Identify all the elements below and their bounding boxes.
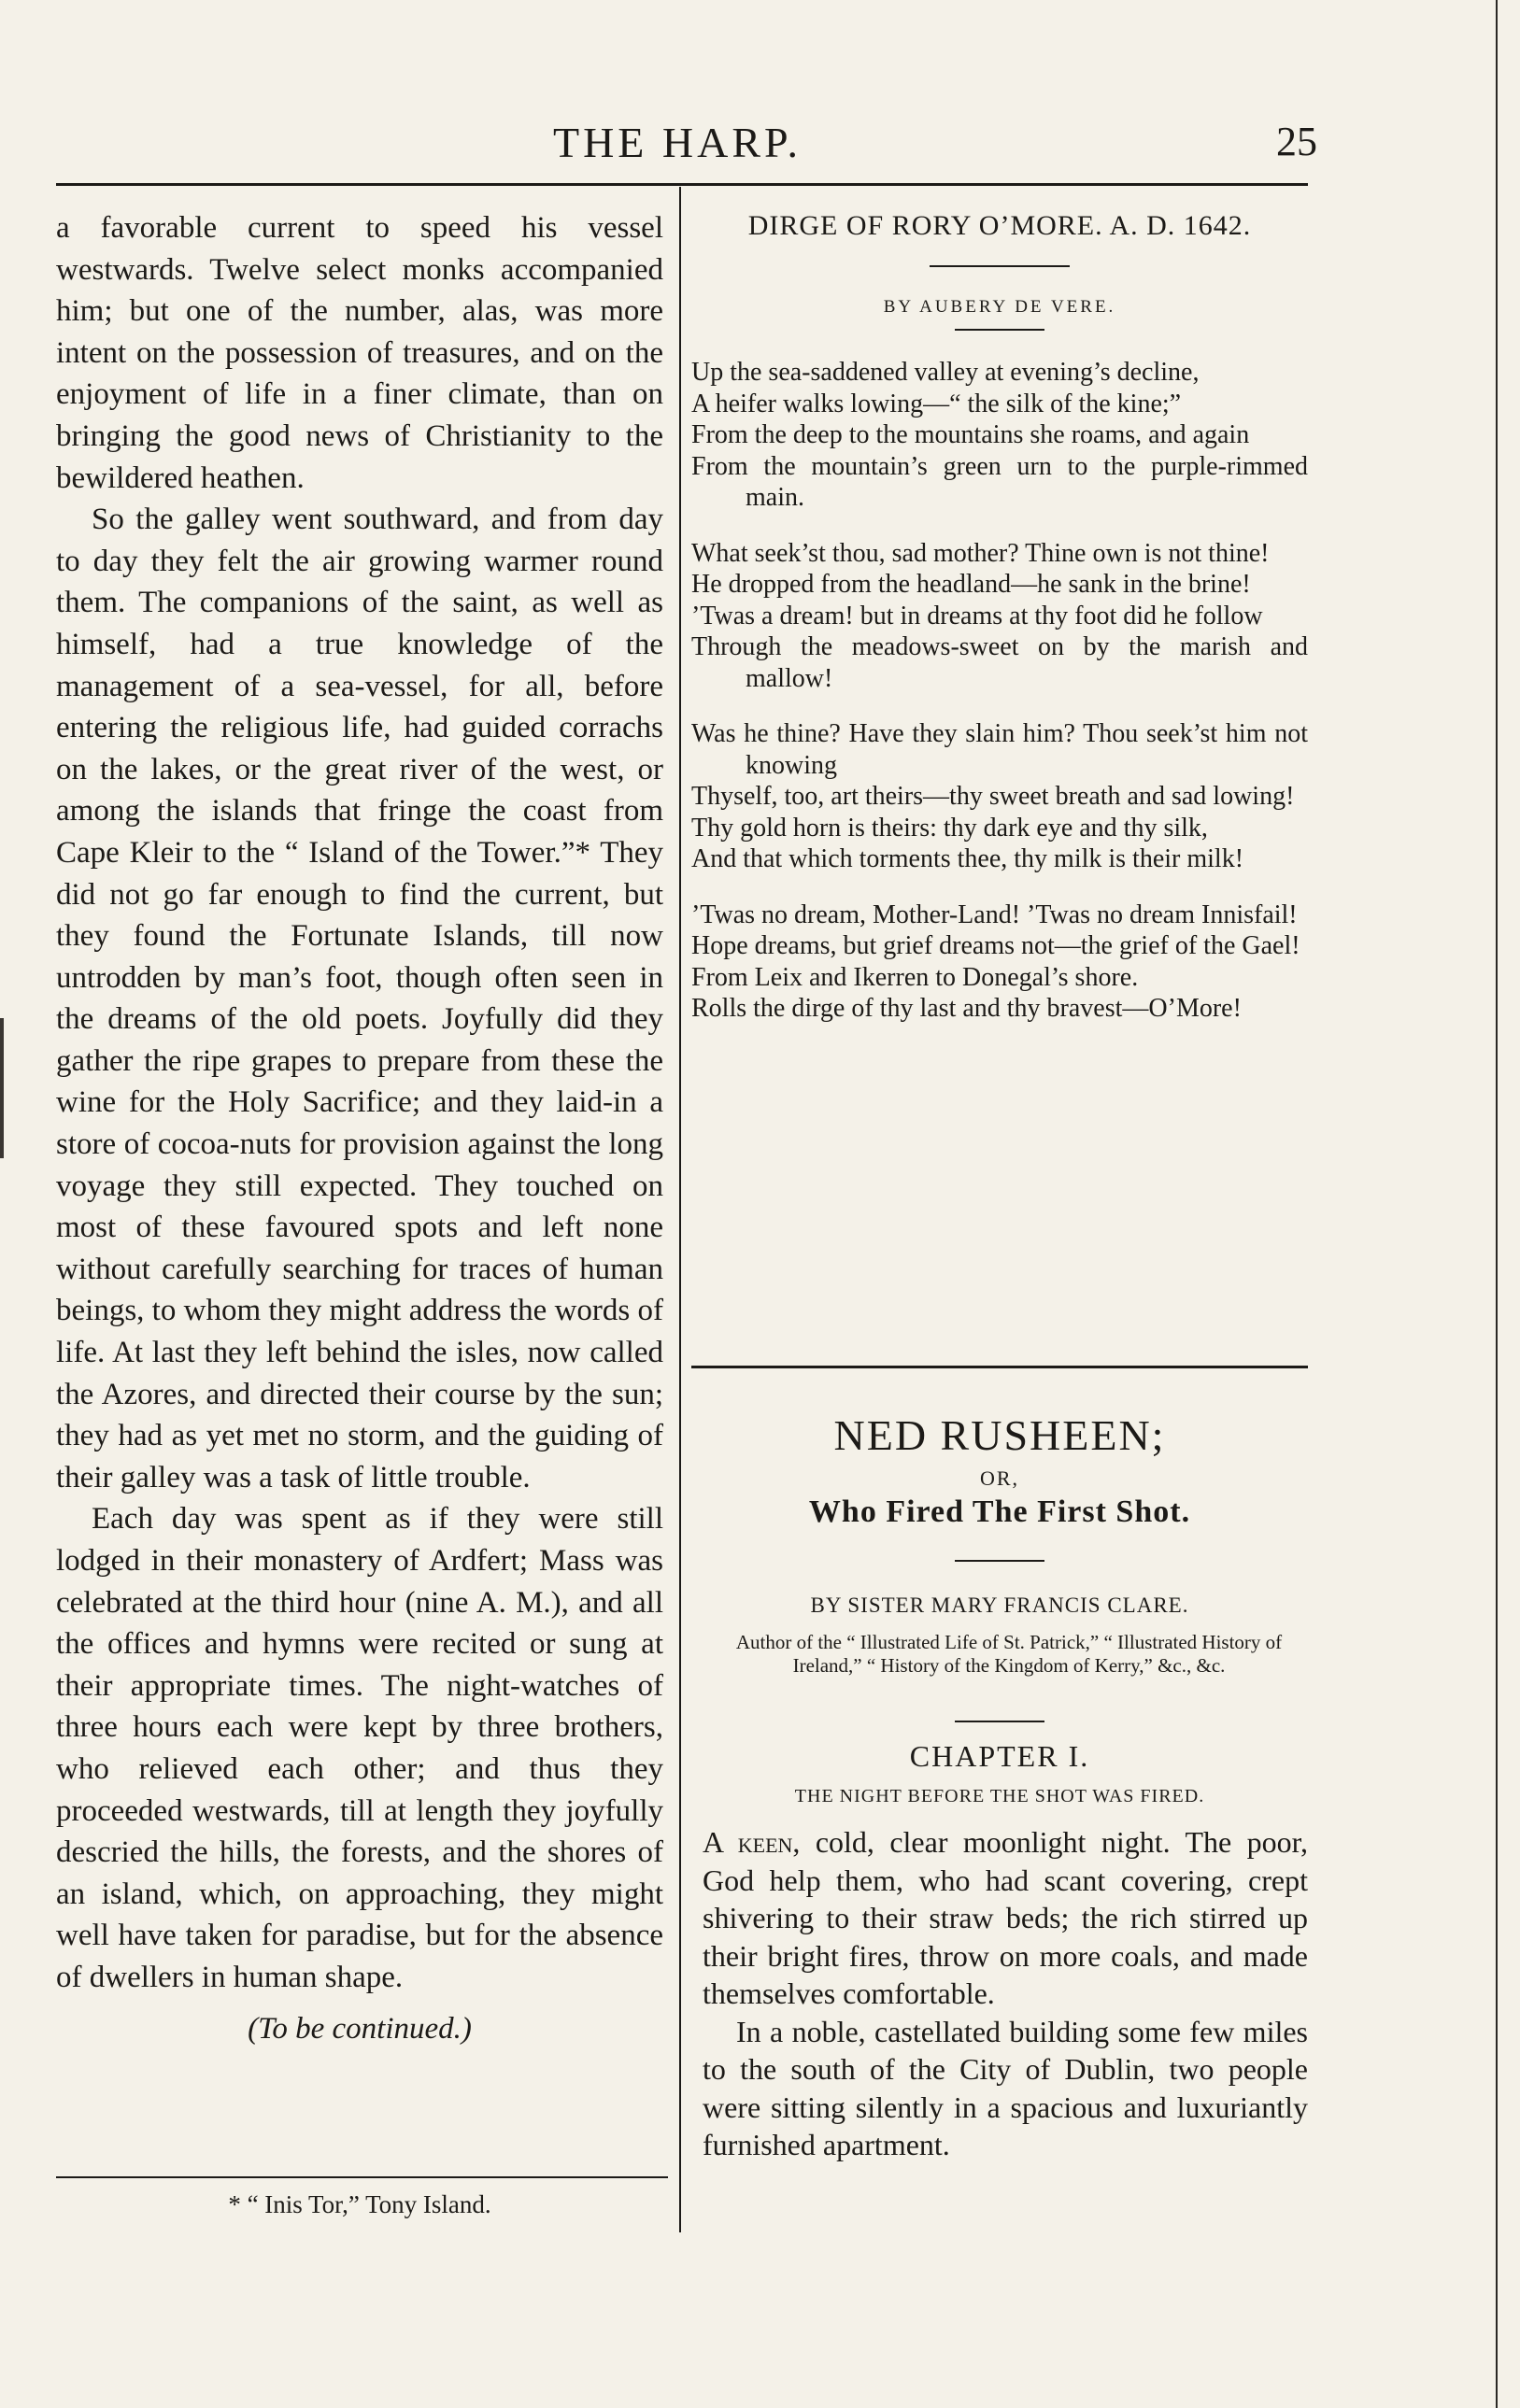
continued-note: (To be continued.) (248, 2011, 472, 2046)
article-paragraph: Each day was spent as if they were still lodged in their monastery of Ardfert; Mass was celebrated at the third hour (nine A. M.), and all the offices and hymns were recited or sung at their appropriate times. The night-watches of three hours each were kept by three brothers, who relieved each other; and thus they proceeded westwards, till at length they joyfully descried the hills, the forests, and the shores of an island, which, on approaching, they might well have taken for paradise, but for the absence of dwellers in human shape. (56, 1502, 663, 1994)
opening-word: A keen, (703, 1825, 801, 1859)
poem-line: ’Twas a dream! but in dreams at thy foot did he follow (691, 601, 1263, 630)
article-paragraph: a favorable current to speed his vessel westwards. Twelve select monks accompanied him; but one of the number, alas, was more intent on the possession of treasures, and on the enjoyment of life in a finer climate, than on bringing the good news of Christianity to the bewildered heathen. (56, 211, 663, 495)
poem-line: Was he thine? Have they slain him? Thou seek’st him not knowing (691, 719, 1308, 780)
story-subtitle-rule (955, 1560, 1044, 1562)
story-body (703, 1823, 1308, 2164)
story-subtitle: Who Fired The First Shot. (808, 1494, 1191, 1529)
stanza (691, 718, 1308, 875)
section-rule (691, 1366, 1308, 1368)
story-paragraph: In a noble, castellated building some few miles to the south of the City of Dublin, two people were sitting silently in a spacious and luxuriantly furnished apartment. (703, 2014, 1308, 2161)
story-paragraph-text: cold, clear moonlight night. The poor, God help them, who had scant covering, crept shivering to their straw beds; the rich stirred up their bright fires, throw on more coals, and made themselves comfortable. (703, 1825, 1308, 2010)
footnote-rule (56, 2176, 668, 2178)
poem-title-rule (930, 265, 1070, 267)
column-divider (679, 187, 681, 2232)
poem-line: What seek’st thou, sad mother? Thine own is not thine! (691, 538, 1270, 568)
story-or: OR, (979, 1466, 1020, 1490)
poem-line: And that which torments thee, thy milk is their milk! (691, 844, 1244, 873)
article-paragraph: So the galley went southward, and from day to day they felt the air growing warmer round them. The companions of the saint, as well as himself, had a true knowledge of the management of a sea-vessel, for all, before entering the religious life, had guided corrachs on the lakes, or the great river of the west, or among the islands that fringe the coast from Cape Kleir to the “ Island of the Tower.”* They did not go far enough to find the current, but they found the Fortunate Islands, till now untrodden by man’s foot, though often seen in the dreams of the old poets. Joyfully did they gather the ripe grapes to prepare from these the wine for the Holy Sacrifice; and they laid-in a store of cocoa-nuts for provision against the long voyage they still expected. They touched on most of these favoured spots and left none without carefully searching for traces of human beings, to whom they might address the words of life. At last they left behind the isles, now called the Azores, and directed their course by the sun; they had as yet met no storm, and the guiding of their galley was a task of little trouble. (56, 503, 663, 1494)
credits-rule (955, 1721, 1044, 1722)
stanza (691, 357, 1308, 514)
page-number: 25 (1276, 119, 1317, 164)
poem-line: Thy gold horn is theirs: thy dark eye and thy silk, (691, 813, 1208, 843)
poem-line: Through the meadows-sweet on by the marish and mallow! (691, 632, 1308, 693)
poem-line: Up the sea-saddened valley at evening’s decline, (691, 358, 1200, 387)
story-credits: Author of the “ Illustrated Life of St. Patrick,” “ Illustrated History of Ireland,” “ History of the Kingdom of Kerry,” &c., &c. (735, 1631, 1283, 1677)
poem-title: DIRGE OF RORY O’MORE. A. D. 1642. (747, 210, 1252, 241)
stanza (691, 899, 1308, 1025)
chapter-subheading: THE NIGHT BEFORE THE SHOT WAS FIRED. (794, 1786, 1205, 1806)
stanza (691, 538, 1308, 695)
poem-line: He dropped from the headland—he sank in the brine! (691, 570, 1251, 599)
poem-body (691, 357, 1308, 1025)
page-edge-line (1496, 0, 1498, 2408)
chapter-heading: CHAPTER I. (909, 1739, 1090, 1773)
header-rule (56, 183, 1308, 186)
poem-line: Thyself, too, art theirs—thy sweet breath and sad lowing! (691, 782, 1295, 811)
story-byline: BY SISTER MARY FRANCIS CLARE. (810, 1594, 1189, 1617)
poem-section (691, 207, 1308, 1049)
poem-line: From the deep to the mountains she roams, and again (691, 420, 1250, 449)
poem-line: From Leix and Ikerren to Donegal’s shore. (691, 962, 1139, 992)
poem-line: ’Twas no dream, Mother-Land! ’Twas no dream Innisfail! (691, 899, 1298, 929)
left-column (56, 207, 663, 2049)
poem-author-rule (955, 329, 1044, 331)
poem-line: A heifer walks lowing—“ the silk of the kine;” (691, 389, 1182, 418)
poem-line: From the mountain’s green urn to the purple-rimmed main. (691, 451, 1308, 512)
story-title: NED RUSHEEN; (833, 1411, 1166, 1459)
running-title: THE HARP. (552, 119, 803, 166)
footnote: * “ Inis Tor,” Tony Island. (228, 2190, 491, 2218)
poem-author: BY AUBERY DE VERE. (883, 297, 1116, 317)
binding-mark (0, 1018, 4, 1158)
poem-line: Hope dreams, but grief dreams not—the grief of the Gael! (691, 931, 1300, 960)
poem-line: Rolls the dirge of thy last and thy bravest—O’More! (691, 994, 1242, 1023)
story-paragraph (703, 1823, 1308, 2013)
page-header (56, 110, 1317, 176)
